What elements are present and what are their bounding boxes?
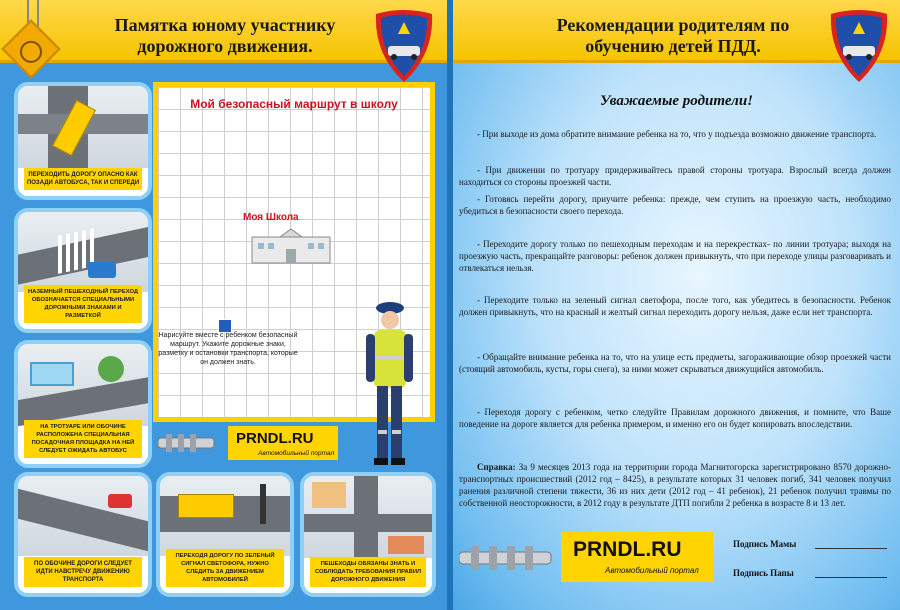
right-page-title: Рекомендации родителям по обучению детей ПДД.: [556, 15, 790, 56]
tip-tile-traffic-light: [156, 472, 294, 597]
tip-tile-roadside: [14, 472, 152, 597]
tip-tile-city: [300, 472, 436, 597]
father-signature-label: Подпись Папы: [733, 568, 794, 578]
brand-name[interactable]: PRNDL.RU: [236, 430, 314, 447]
tip-caption: НА ТРОТУАРЕ ИЛИ ОБОЧИНЕ РАСПОЛОЖЕНА СПЕЦИАЛЬНАЯ ПОСАДОЧНАЯ ПЛОЩАДКА НА НЕЙ СЛЕДУЕТ ОЖИДАТЬ АВТОБУС: [24, 420, 142, 458]
left-brand-banner: [158, 424, 338, 462]
statistics-reference: [459, 461, 891, 509]
right-brand-banner: [459, 528, 717, 584]
gear-shift-logo-icon: [459, 538, 555, 578]
traffic-police-shield-icon: [825, 6, 893, 84]
traffic-light-icon: [260, 484, 266, 524]
tip-caption: НАЗЕМНЫЙ ПЕШЕХОДНЫЙ ПЕРЕХОД ОБОЗНАЧАЕТСЯ СПЕЦИАЛЬНЫМИ ДОРОЖНЫМИ ЗНАКАМИ И РАЗМЕТКОЙ: [24, 285, 142, 323]
father-signature-line[interactable]: [815, 577, 887, 578]
traffic-officer-figure: [360, 300, 418, 466]
tip-caption: ПЕРЕХОДЯ ДОРОГУ ПО ЗЕЛЕНЫЙ СИГНАЛ СВЕТОФОРА, НУЖНО СЛЕДИТЬ ЗА ДВИЖЕНИЕМ АВТОМОБИЛЕЙ: [166, 549, 284, 587]
tip-tile-bus: [14, 82, 152, 200]
mother-signature-label: Подпись Мамы: [733, 539, 797, 549]
gear-shift-logo-icon: [158, 428, 218, 458]
mother-signature-line[interactable]: [815, 548, 887, 549]
tree-icon: [98, 356, 124, 382]
car-icon: [88, 262, 116, 278]
tip-tile-bus-stop: [14, 340, 152, 468]
left-page-title: Памятка юному участнику дорожного движения.: [114, 15, 336, 56]
route-map-title: Мой безопасный маршрут в школу: [190, 97, 398, 111]
recommendation-paragraph: - При выходе из дома обратите внимание ребенка на то, что у подъезда возможно движение транспорта.: [477, 129, 877, 139]
bus-icon: [178, 494, 234, 518]
brand-subtitle: Автомобильный портал: [258, 450, 335, 457]
house-icon: [312, 482, 346, 508]
reference-label: Справка:: [477, 462, 516, 472]
greeting-heading: Уважаемые родители!: [599, 93, 753, 109]
right-page: [453, 0, 900, 610]
tip-caption: ПО ОБОЧИНЕ ДОРОГИ СЛЕДУЕТ ИДТИ НАВСТРЕЧУ ДВИЖЕНИЮ ТРАНСПОРТА: [24, 557, 142, 587]
reference-text: За 9 месяцев 2013 года на территории города Магнитогорска зарегистрировано 8570 дорожно-транспортных происшествий (2012 год – 8425), в результате которых 31 человек погиб, 341 человек получил ранения различной степени тяжести, 36 из них дети (2012 год – 41 ребенок), 21 ребенок получил травмы по собственной неосторожности, в 2012 году в результате ДТП погибли 2 ребенка в возрасте 8 и 13 лет.: [459, 462, 891, 508]
house-icon: [388, 536, 424, 554]
recommendation-paragraph: - Обращайте внимание ребенка на то, что на улице есть предметы, загораживающие обзор проезжей части (стоящий автомобиль, кусты, горы снега), за ними может скрываться движущийся автомобиль.: [459, 352, 891, 374]
school-building-icon: [250, 225, 332, 265]
tip-caption: ПЕРЕХОДИТЬ ДОРОГУ ОПАСНО КАК ПОЗАДИ АВТОБУСА, ТАК И СПЕРЕДИ: [24, 168, 142, 190]
tip-tile-crosswalk: [14, 208, 152, 333]
recommendation-paragraph: - Переходя дорогу с ребенком, четко следуйте Правилам дорожного движения, и помните, что Ваше поведение на дороге является для ребенка примером, и именно его он будет копировать впоследствии.: [459, 407, 891, 429]
tip-caption: ПЕШЕХОДЫ ОБЯЗАНЫ ЗНАТЬ И СОБЛЮДАТЬ ТРЕБОВАНИЯ ПРАВИЛ ДОРОЖНОГО ДВИЖЕНИЯ: [310, 557, 426, 587]
recommendation-paragraph: - Переходите дорогу только по пешеходным переходам и на перекрестках- по линии тротуара; выходя на проезжую часть, прекращайте разговоры: ребенок должен привыкнуть, что при переходе улицы разговаривать и отвлекаться нельзя.: [459, 239, 891, 273]
left-page: [0, 0, 447, 610]
recommendation-paragraph: - При движении по тротуару придерживайтесь правой стороны тротуара. Взрослый всегда должен находиться со стороны проезжей части.: [459, 165, 891, 187]
recommendation-paragraph: - Готовясь перейти дорогу, приучите ребенка: прежде, чем ступить на проезжую часть, необходимо убедиться в безопасности своего перехода.: [459, 194, 891, 216]
car-icon: [108, 494, 132, 508]
traffic-police-shield-icon: [370, 6, 438, 84]
brand-name[interactable]: PRNDL.RU: [573, 538, 682, 561]
recommendation-paragraph: - Переходите только на зеленый сигнал светофора, после того, как убедитесь в безопасности. Ребенок должен привыкнуть, что на красный и желтый сигнал переходить дорогу нельзя, даже если нет транспорта.: [459, 295, 891, 317]
school-label: Моя Школа: [243, 212, 299, 223]
brand-subtitle: Автомобильный портал: [605, 566, 699, 575]
route-map-hint: Нарисуйте вместе с ребенком безопасный маршрут. Укажите дорожные знаки, разметку и остановки транспорта, которые он должен знать.: [158, 332, 298, 366]
bus-shelter: [30, 362, 74, 386]
